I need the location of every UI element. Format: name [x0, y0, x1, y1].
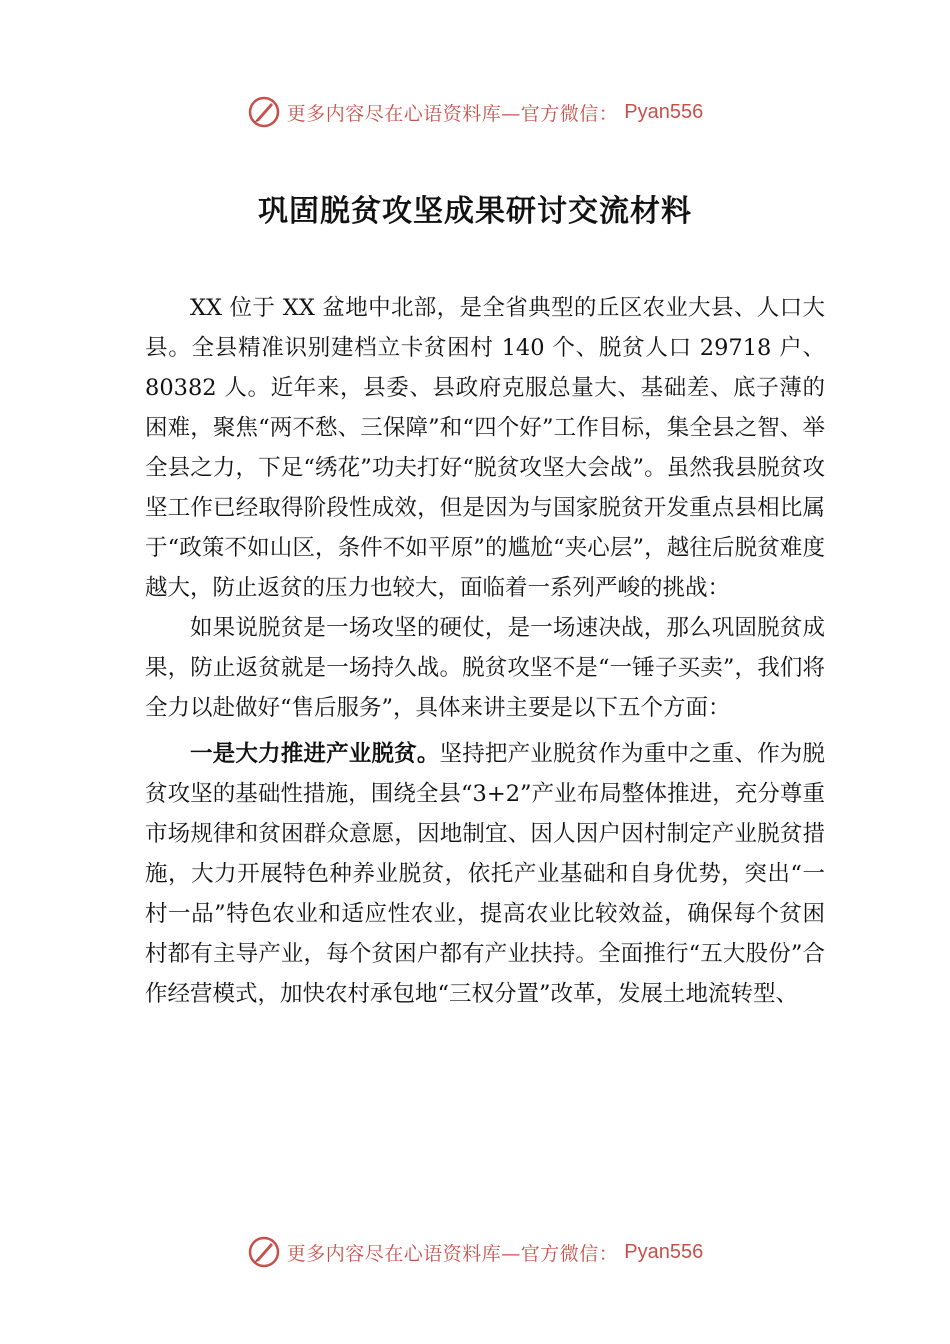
- paragraph-text: XX 位于 XX 盆地中北部，是全省典型的丘区农业大县、人口大县。全县精准识别建档立卡贫困村 140 个、脱贫人口 29718 户、80382 人。近年来，县委、县政府克服总量大、基础差、底子薄的困难，聚焦“两不愁、三保障”和“四个好”工作目标，集全县之智、举全县之力，下足“绣花”功夫打好“脱贫攻坚大会战”。虽然我县脱贫攻坚工作已经取得阶段性成效，但是因为与国家脱贫开发重点县相比属于“政策不如山区，条件不如平原”的尴尬“夹心层”，越往后脱贫难度越大，防止返贫的压力也较大，面临着一系列严峻的挑战：: [145, 295, 825, 601]
- quill-logo-icon: [247, 95, 281, 129]
- paragraph-text: 如果说脱贫是一场攻坚的硬仗，是一场速决战，那么巩固脱贫成果，防止返贫就是一场持久战。脱贫攻坚不是“一锤子买卖”，我们将全力以赴做好“售后服务”，具体来讲主要是以下五个方面：: [145, 615, 825, 721]
- paragraph-intro: [145, 288, 825, 608]
- watermark-text: 更多内容尽在心语资料库—官方微信：: [286, 102, 619, 125]
- paragraph-industry: [145, 734, 825, 1014]
- paragraph-lead: 一是大力推进产业脱贫。: [190, 741, 440, 767]
- document-body: [145, 288, 825, 1014]
- quill-logo-icon: [247, 1235, 281, 1269]
- footer-watermark: [0, 1232, 950, 1272]
- document-title: 巩固脱贫攻坚成果研讨交流材料: [258, 194, 692, 229]
- watermark-wechat-id: Pyan556: [624, 100, 704, 123]
- paragraph-overview: [145, 608, 825, 728]
- watermark-text: 更多内容尽在心语资料库—官方微信：: [286, 1242, 619, 1265]
- header-watermark: [0, 92, 950, 132]
- watermark-wechat-id: Pyan556: [624, 1240, 704, 1263]
- paragraph-text: 坚持把产业脱贫作为重中之重、作为脱贫攻坚的基础性措施，围绕全县“3+2”产业布局整体推进，充分尊重市场规律和贫困群众意愿，因地制宜、因人因户因村制定产业脱贫措施，大力开展特色种养业脱贫，依托产业基础和自身优势，突出“一村一品”特色农业和适应性农业，提高农业比较效益，确保每个贫困村都有主导产业，每个贫困户都有产业扶持。全面推行“五大股份”合作经营模式，加快农村承包地“三权分置”改革，发展土地流转型、: [145, 741, 825, 1007]
